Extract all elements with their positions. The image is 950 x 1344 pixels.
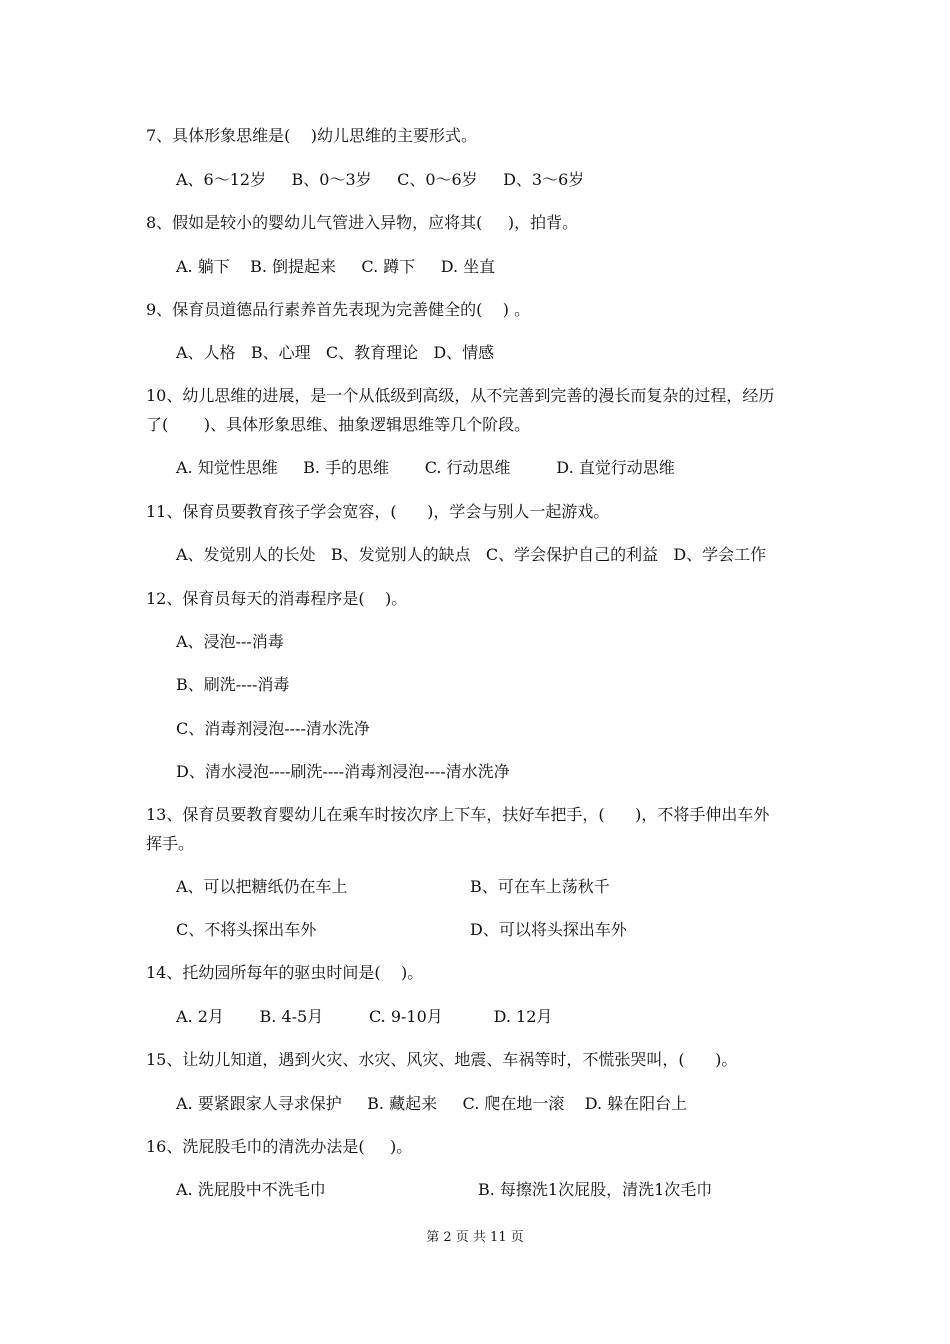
question-8: 8、假如是较小的婴幼儿气管进入异物，应将其( )，拍背。: [146, 213, 579, 232]
question-16-option-b: B. 每擦洗1次屁股，清洗1次毛巾: [478, 1180, 713, 1199]
question-9: 9、保育员道德品行素养首先表现为完善健全的( ) 。: [146, 300, 531, 319]
question-14: 14、托幼园所每年的驱虫时间是( )。: [146, 963, 424, 982]
question-10-line-2: 了( )、具体形象思维、抽象逻辑思维等几个阶段。: [146, 415, 531, 434]
question-14-options: A. 2月 B. 4-5月 C. 9-10月 D. 12月: [176, 1007, 553, 1026]
question-7-options: A、6～12岁 B、0～3岁 C、0～6岁 D、3～6岁: [176, 170, 585, 189]
question-13-option-c: C、不将头探出车外: [176, 920, 317, 939]
question-13-line-2: 挥手。: [146, 834, 195, 853]
question-7: 7、具体形象思维是( )幼儿思维的主要形式。: [146, 126, 478, 145]
question-13-option-b: B、可在车上荡秋千: [470, 877, 610, 896]
question-15-options: A. 要紧跟家人寻求保护 B. 藏起来 C. 爬在地一滚 D. 躲在阳台上: [176, 1094, 688, 1113]
question-15: 15、让幼儿知道，遇到火灾、水灾、风灾、地震、车祸等时，不慌张哭叫，( )。: [146, 1050, 738, 1069]
question-10-options: A. 知觉性思维 B. 手的思维 C. 行动思维 D. 直觉行动思维: [176, 458, 675, 477]
question-8-options: A. 躺下 B. 倒提起来 C. 蹲下 D. 坐直: [176, 257, 496, 276]
question-13-line-1: 13、保育员要教育婴幼儿在乘车时按次序上下车，扶好车把手，( )，不将手伸出车外: [146, 805, 770, 824]
question-11-options: A、发觉别人的长处 B、发觉别人的缺点 C、学会保护自己的利益 D、学会工作: [176, 545, 767, 564]
question-12-option-d: D、清水浸泡----刷洗----消毒剂浸泡----清水洗净: [176, 762, 510, 781]
question-10-line-1: 10、幼儿思维的进展，是一个从低级到高级，从不完善到完善的漫长而复杂的过程，经历: [146, 386, 775, 405]
question-16-option-a: A. 洗屁股中不洗毛巾: [176, 1180, 326, 1199]
question-9-options: A、人格 B、心理 C、教育理论 D、情感: [176, 343, 495, 362]
question-12-option-a: A、浸泡---消毒: [176, 632, 284, 651]
question-12: 12、保育员每天的消毒程序是( )。: [146, 589, 408, 608]
question-13-option-d: D、可以将头探出车外: [470, 920, 627, 939]
question-13-option-a: A、可以把糖纸仍在车上: [176, 877, 348, 896]
question-12-option-b: B、刷洗----消毒: [176, 675, 290, 694]
question-16: 16、洗屁股毛巾的清洗办法是( )。: [146, 1137, 413, 1156]
page-number-footer: 第 2 页 共 11 页: [426, 1230, 524, 1245]
question-11: 11、保育员要教育孩子学会宽容，( )，学会与别人一起游戏。: [146, 502, 610, 521]
question-12-option-c: C、消毒剂浸泡----清水洗净: [176, 719, 370, 738]
